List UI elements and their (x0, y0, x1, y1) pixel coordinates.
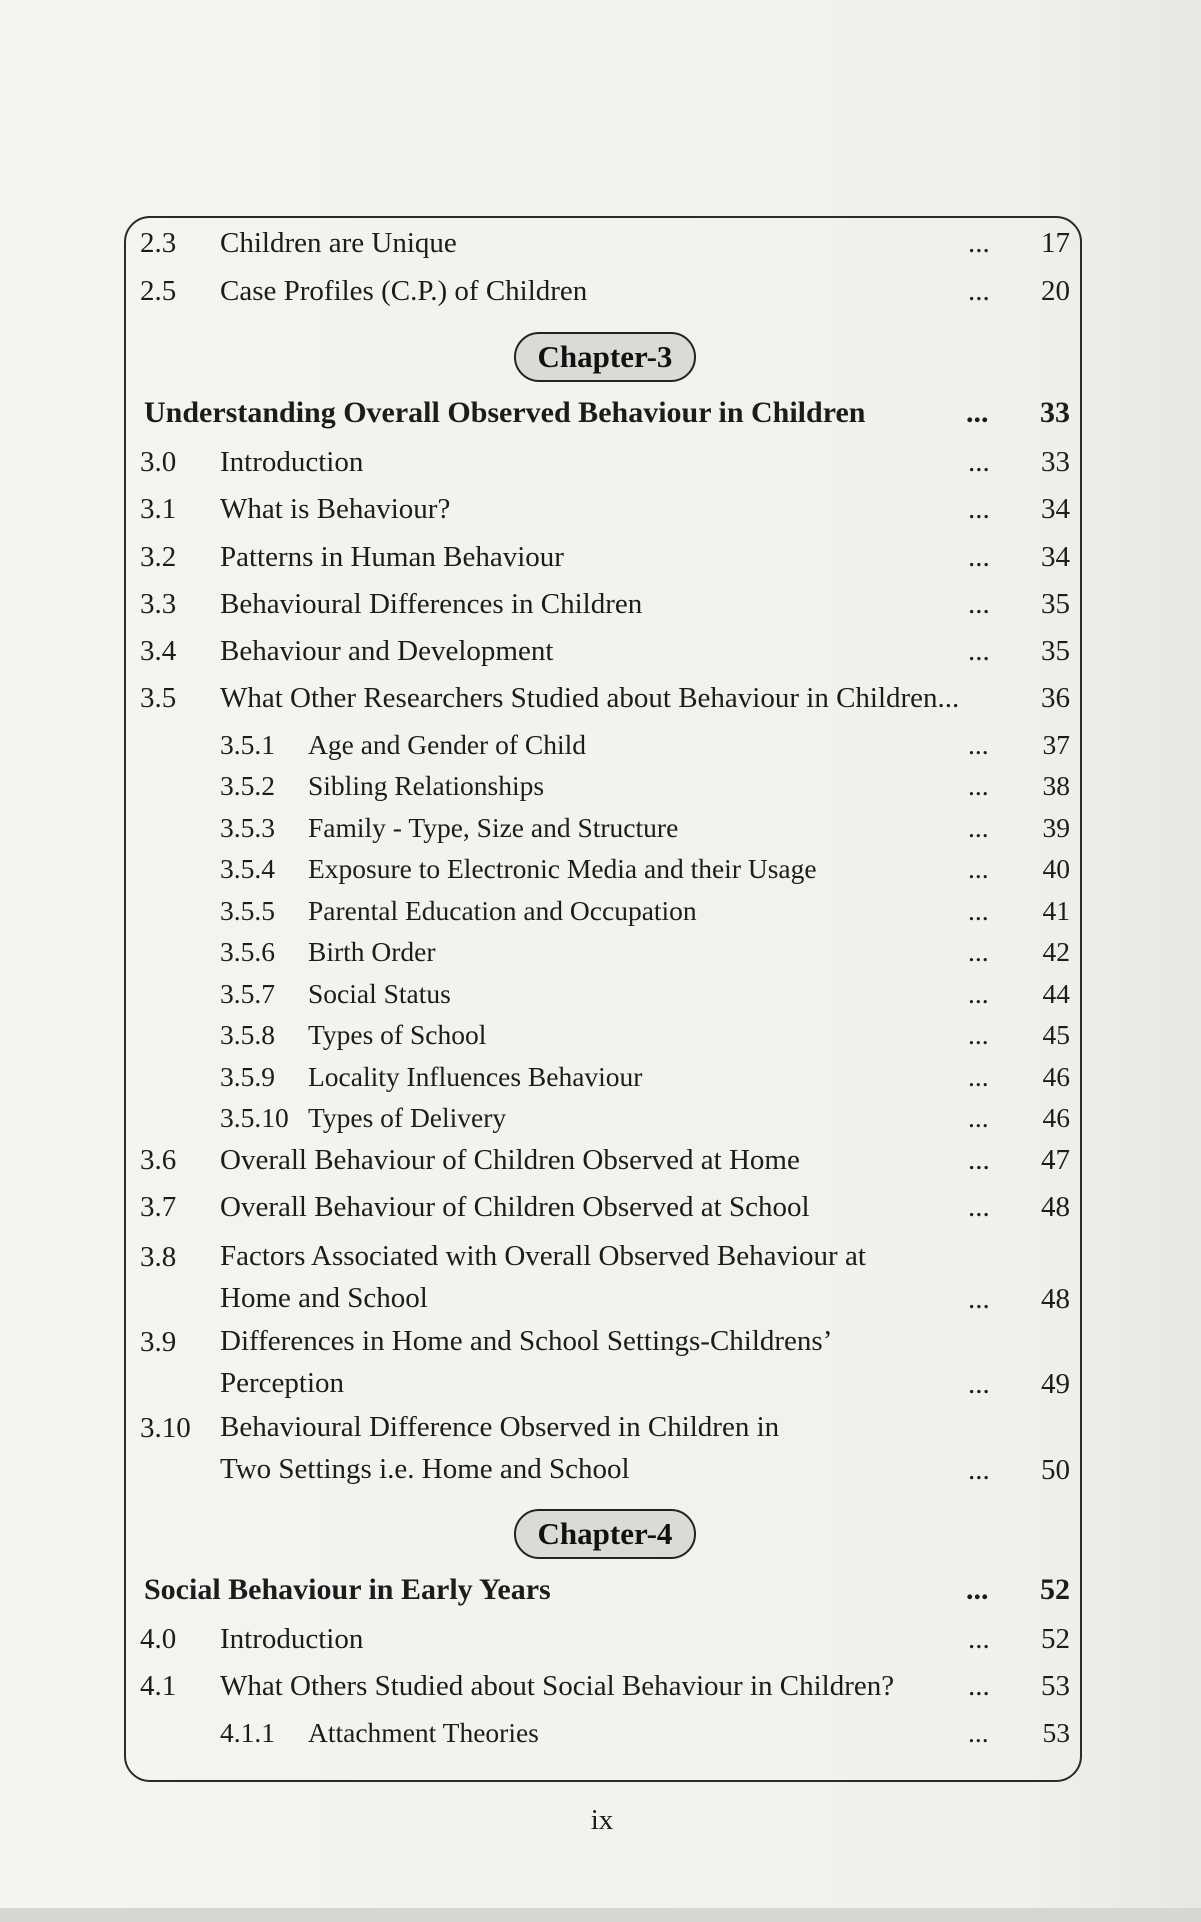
toc-subentry[interactable] (140, 1013, 1070, 1057)
entry-number: 3.7 (140, 1191, 177, 1223)
toc-entry[interactable] (140, 221, 1070, 265)
dot-leader: ... (968, 588, 990, 620)
entry-title: Children are Unique (220, 227, 457, 259)
page-bottom-edge (0, 1908, 1201, 1922)
entry-title: Behavioural Differences in Children (220, 588, 643, 620)
toc-entry[interactable] (140, 1320, 1070, 1406)
entry-page: 48 (1041, 1191, 1070, 1223)
dot-leader: ... (968, 812, 989, 843)
entry-title: Parental Education and Occupation (308, 895, 697, 926)
toc-entry[interactable] (140, 629, 1070, 673)
entry-number: 3.5.1 (220, 729, 275, 760)
dot-leader: ... (968, 1144, 990, 1176)
entry-title: Locality Influences Behaviour (308, 1061, 643, 1092)
dot-leader: ... (968, 1368, 990, 1400)
dot-leader: ... (968, 446, 990, 478)
toc-subentry[interactable] (140, 1711, 1070, 1755)
entry-number: 3.1 (140, 493, 177, 525)
entry-title: Types of Delivery (308, 1102, 507, 1133)
dot-leader: ... (968, 770, 989, 801)
toc-subentry[interactable] (140, 806, 1070, 850)
entry-number: 3.5.3 (220, 812, 275, 843)
entry-page: 38 (1042, 770, 1070, 801)
entry-title (220, 1406, 779, 1490)
entry-number: 3.5.10 (220, 1102, 289, 1133)
entry-page: 53 (1041, 1670, 1070, 1702)
entry-title: Overall Behaviour of Children Observed at School (220, 1191, 810, 1223)
entry-page: 48 (1041, 1283, 1070, 1315)
entry-page: 42 (1042, 936, 1070, 967)
entry-page: 39 (1042, 812, 1070, 843)
page-number: ix (590, 1804, 614, 1836)
entry-page: 35 (1041, 635, 1070, 667)
toc-entry[interactable] (140, 1185, 1070, 1229)
entry-page: 49 (1041, 1368, 1070, 1400)
dot-leader: ... (968, 978, 989, 1009)
entry-number: 3.3 (140, 588, 177, 620)
dot-leader: ... (968, 1454, 990, 1486)
entry-page: 44 (1042, 978, 1070, 1009)
entry-page: 37 (1042, 729, 1070, 760)
entry-title: Family - Type, Size and Structure (308, 812, 679, 843)
entry-title: Overall Behaviour of Children Observed at Home (220, 1144, 800, 1176)
entry-title: Introduction (220, 446, 364, 478)
entry-number: 3.5.6 (220, 936, 275, 967)
entry-title: Introduction (220, 1623, 364, 1655)
entry-page: 20 (1041, 275, 1070, 307)
toc-subentry[interactable] (140, 972, 1070, 1016)
entry-title: Behaviour and Development (220, 635, 554, 667)
dot-leader: ... (968, 635, 990, 667)
toc-entry[interactable] (140, 1235, 1070, 1321)
toc-entry[interactable] (140, 1406, 1070, 1492)
entry-page: 47 (1041, 1144, 1070, 1176)
entry-page: 46 (1042, 1102, 1070, 1133)
dot-leader: ... (968, 1623, 990, 1655)
toc-entry[interactable] (140, 1617, 1070, 1661)
chapter-4-heading[interactable] (140, 1568, 1070, 1612)
dot-leader: ... (968, 1061, 989, 1092)
entry-page: 35 (1041, 588, 1070, 620)
entry-number: 3.9 (140, 1326, 177, 1358)
entry-title: Sibling Relationships (308, 770, 545, 801)
entry-title-line: Two Settings i.e. Home and School (220, 1453, 630, 1485)
entry-number: 2.5 (140, 275, 177, 307)
dot-leader: ... (968, 275, 990, 307)
toc-entry[interactable] (140, 1664, 1070, 1708)
entry-title: What is Behaviour? (220, 493, 451, 525)
entry-number: 3.8 (140, 1241, 177, 1273)
toc-subentry[interactable] (140, 889, 1070, 933)
entry-title: Patterns in Human Behaviour (220, 541, 564, 573)
entry-number: 3.5.8 (220, 1019, 275, 1050)
toc-subentry[interactable] (140, 764, 1070, 808)
dot-leader: ... (966, 1573, 989, 1606)
entry-page: 33 (1041, 446, 1070, 478)
entry-number: 3.5 (140, 682, 177, 714)
entry-title: What Other Researchers Studied about Behaviour in Children... (220, 682, 960, 714)
chapter-3-heading[interactable] (140, 391, 1070, 435)
entry-number: 4.1 (140, 1670, 177, 1702)
entry-title-line: Perception (220, 1367, 345, 1399)
entry-number: 3.5.5 (220, 895, 275, 926)
toc-subentry[interactable] (140, 1096, 1070, 1140)
entry-number: 2.3 (140, 227, 177, 259)
entry-page: 33 (1040, 396, 1070, 429)
entry-title: Attachment Theories (308, 1717, 539, 1748)
toc-entry[interactable] (140, 535, 1070, 579)
entry-title-line: Factors Associated with Overall Observed Behaviour at (220, 1240, 866, 1272)
chapter-3-label: Chapter-3 (514, 332, 696, 382)
entry-number: 3.6 (140, 1144, 177, 1176)
entry-page: 52 (1041, 1623, 1070, 1655)
entry-number: 3.10 (140, 1412, 191, 1444)
chapter-title: Understanding Overall Observed Behaviour in Children (144, 396, 866, 429)
dot-leader: ... (968, 541, 990, 573)
entry-page: 34 (1041, 541, 1070, 573)
entry-page: 50 (1041, 1454, 1070, 1486)
dot-leader: ... (968, 936, 989, 967)
entry-page: 34 (1041, 493, 1070, 525)
entry-number: 4.1.1 (220, 1717, 275, 1748)
toc-entry[interactable] (140, 582, 1070, 626)
entry-page: 17 (1041, 227, 1070, 259)
dot-leader: ... (968, 853, 989, 884)
dot-leader: ... (968, 1019, 989, 1050)
entry-title: Types of School (308, 1019, 487, 1050)
dot-leader: ... (968, 1102, 989, 1133)
entry-number: 3.5.4 (220, 853, 275, 884)
toc-subentry[interactable] (140, 847, 1070, 891)
entry-number: 3.5.7 (220, 978, 275, 1009)
chapter-4-label: Chapter-4 (514, 1509, 696, 1559)
entry-number: 3.5.9 (220, 1061, 275, 1092)
entry-page: 53 (1042, 1717, 1070, 1748)
entry-title-line: Home and School (220, 1282, 428, 1314)
dot-leader: ... (968, 1191, 990, 1223)
entry-title: Birth Order (308, 936, 436, 967)
entry-number: 4.0 (140, 1623, 177, 1655)
toc-subentry[interactable] (140, 1055, 1070, 1099)
entry-page: 45 (1042, 1019, 1070, 1050)
entry-page: 40 (1042, 853, 1070, 884)
toc-entry[interactable] (140, 440, 1070, 484)
entry-page: 46 (1042, 1061, 1070, 1092)
dot-leader: ... (968, 895, 989, 926)
toc-entry[interactable] (140, 676, 1070, 720)
entry-title (220, 1235, 866, 1319)
toc-subentry[interactable] (140, 723, 1070, 767)
toc-subentry[interactable] (140, 930, 1070, 974)
entry-number: 3.2 (140, 541, 177, 573)
dot-leader: ... (966, 396, 989, 429)
entry-title: Age and Gender of Child (308, 729, 586, 760)
entry-number: 3.4 (140, 635, 177, 667)
entry-page: 52 (1040, 1573, 1070, 1606)
entry-title-line: Behavioural Difference Observed in Children in (220, 1411, 780, 1443)
entry-title-line: Differences in Home and School Settings-Childrens’ (220, 1325, 833, 1357)
entry-title (220, 1320, 832, 1404)
dot-leader: ... (968, 493, 990, 525)
entry-number: 3.0 (140, 446, 177, 478)
entry-number: 3.5.2 (220, 770, 275, 801)
toc-entry[interactable] (140, 487, 1070, 531)
chapter-title: Social Behaviour in Early Years (144, 1573, 551, 1606)
entry-title: What Others Studied about Social Behaviour in Children? (220, 1670, 895, 1702)
dot-leader: ... (968, 1283, 990, 1315)
toc-entry[interactable] (140, 1138, 1070, 1182)
toc-entry[interactable] (140, 269, 1070, 313)
dot-leader: ... (968, 1670, 990, 1702)
entry-page: 41 (1042, 895, 1070, 926)
dot-leader: ... (968, 729, 989, 760)
dot-leader: ... (968, 1717, 989, 1748)
entry-title: Exposure to Electronic Media and their Usage (308, 853, 817, 884)
dot-leader: ... (968, 227, 990, 259)
entry-page: 36 (1041, 682, 1070, 714)
entry-title: Social Status (308, 978, 451, 1009)
entry-title: Case Profiles (C.P.) of Children (220, 275, 588, 307)
